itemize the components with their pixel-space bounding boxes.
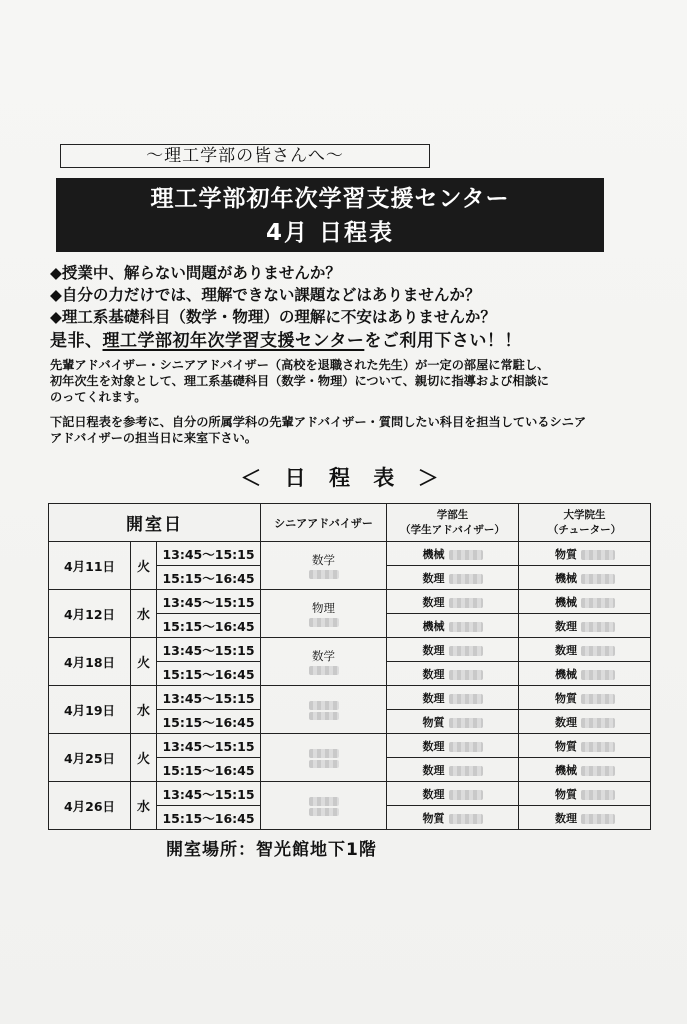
senior-subject: 物理 bbox=[312, 600, 336, 615]
header-grad bbox=[519, 504, 651, 542]
grad-tutor-cell bbox=[519, 782, 651, 806]
undergrad-advisor-cell bbox=[387, 614, 519, 638]
callout-line bbox=[50, 326, 522, 351]
redacted-name bbox=[581, 718, 615, 728]
bullet-item: ◆授業中、解らない問題がありませんか？ bbox=[50, 264, 341, 282]
undergrad-advisor-cell bbox=[387, 566, 519, 590]
department-label: 数理 bbox=[422, 763, 445, 777]
grad-tutor-cell bbox=[519, 590, 651, 614]
department-label: 機械 bbox=[555, 667, 578, 681]
redacted-name bbox=[449, 574, 483, 584]
redacted-name bbox=[581, 670, 615, 680]
time-cell: 15:15～16:45 bbox=[157, 614, 261, 638]
redacted-name bbox=[581, 766, 615, 776]
undergrad-advisor-cell bbox=[387, 758, 519, 782]
instruction-paragraph bbox=[50, 414, 650, 446]
redacted-name bbox=[581, 742, 615, 752]
weekday-cell: 水 bbox=[131, 590, 157, 638]
table-row bbox=[49, 782, 651, 806]
grad-tutor-cell bbox=[519, 734, 651, 758]
paragraph-line: のってくれます。 bbox=[50, 390, 147, 404]
department-label: 数理 bbox=[555, 619, 578, 633]
redacted-name bbox=[581, 694, 615, 704]
greeting-box: ～理工学部の皆さんへ～ bbox=[60, 144, 430, 168]
redacted-name bbox=[309, 797, 339, 806]
undergrad-advisor-cell bbox=[387, 710, 519, 734]
callout-prefix: 是非、 bbox=[50, 331, 103, 351]
grad-tutor-cell bbox=[519, 806, 651, 830]
bullet-item: ◆理工系基礎科目（数学・物理）の理解に不安はありませんか？ bbox=[50, 308, 496, 326]
time-cell: 13:45～15:15 bbox=[157, 734, 261, 758]
senior-advisor-cell bbox=[261, 542, 387, 590]
redacted-name bbox=[449, 550, 483, 560]
date-cell: 4月12日 bbox=[49, 590, 131, 638]
redacted-name bbox=[449, 622, 483, 632]
location-text: 開室場所：智光館地下1階 bbox=[166, 840, 377, 860]
date-cell: 4月19日 bbox=[49, 686, 131, 734]
redacted-name bbox=[581, 550, 615, 560]
redacted-name bbox=[449, 670, 483, 680]
department-label: 数理 bbox=[422, 595, 445, 609]
banner-subtitle: 4月 日程表 bbox=[265, 220, 394, 246]
undergrad-advisor-cell bbox=[387, 806, 519, 830]
department-label: 物質 bbox=[422, 715, 445, 729]
weekday-cell: 火 bbox=[131, 638, 157, 686]
department-label: 機械 bbox=[422, 619, 445, 633]
grad-tutor-cell bbox=[519, 662, 651, 686]
time-cell: 15:15～16:45 bbox=[157, 566, 261, 590]
undergrad-advisor-cell bbox=[387, 734, 519, 758]
senior-advisor-cell bbox=[261, 734, 387, 782]
grad-tutor-cell bbox=[519, 758, 651, 782]
header-grad-line1: 大学院生 bbox=[563, 508, 606, 521]
redacted-name bbox=[581, 574, 615, 584]
department-label: 数理 bbox=[422, 739, 445, 753]
header-undergrad-line2: （学生アドバイザー） bbox=[400, 523, 505, 536]
undergrad-advisor-cell bbox=[387, 662, 519, 686]
redacted-name bbox=[309, 666, 339, 675]
department-label: 数理 bbox=[422, 787, 445, 801]
paragraph-line: アドバイザーの担当日に来室下さい。 bbox=[50, 431, 257, 445]
schedule-table bbox=[48, 503, 651, 830]
weekday-cell: 火 bbox=[131, 542, 157, 590]
time-cell: 13:45～15:15 bbox=[157, 686, 261, 710]
header-grad-line2: （チューター） bbox=[547, 523, 622, 536]
time-cell: 13:45～15:15 bbox=[157, 638, 261, 662]
date-cell: 4月11日 bbox=[49, 542, 131, 590]
callout-suffix: をご利用下さい！！ bbox=[364, 331, 522, 351]
paragraph-line: 先輩アドバイザー・シニアアドバイザー（高校を退職された先生）が一定の部屋に常駐し、 bbox=[50, 358, 550, 372]
redacted-name bbox=[449, 646, 483, 656]
senior-advisor-cell bbox=[261, 782, 387, 830]
paragraph-line: 初年次生を対象として、理工系基礎科目（数学・物理）について、親切に指導および相談に bbox=[50, 374, 549, 388]
grad-tutor-cell bbox=[519, 614, 651, 638]
department-label: 機械 bbox=[555, 571, 578, 585]
senior-subject: 数学 bbox=[312, 552, 336, 567]
department-label: 数理 bbox=[422, 667, 445, 681]
redacted-name bbox=[449, 790, 483, 800]
time-cell: 15:15～16:45 bbox=[157, 758, 261, 782]
undergrad-advisor-cell bbox=[387, 686, 519, 710]
time-cell: 15:15～16:45 bbox=[157, 710, 261, 734]
weekday-cell: 水 bbox=[131, 686, 157, 734]
department-label: 物質 bbox=[422, 811, 445, 825]
header-undergrad-line1: 学部生 bbox=[436, 508, 469, 521]
department-label: 数理 bbox=[422, 643, 445, 657]
grad-tutor-cell bbox=[519, 638, 651, 662]
grad-tutor-cell bbox=[519, 566, 651, 590]
redacted-name bbox=[309, 618, 339, 627]
bullet-item: ◆自分の力だけでは、理解できない課題などはありませんか？ bbox=[50, 286, 481, 304]
redacted-name bbox=[449, 742, 483, 752]
department-label: 機械 bbox=[555, 763, 578, 777]
header-open-day: 開室日 bbox=[49, 504, 261, 542]
callout-emphasis: 理工学部初年次学習支援センター bbox=[102, 331, 365, 351]
department-label: 物質 bbox=[555, 739, 578, 753]
department-label: 数理 bbox=[422, 691, 445, 705]
date-cell: 4月25日 bbox=[49, 734, 131, 782]
redacted-name bbox=[581, 598, 615, 608]
redacted-name bbox=[449, 814, 483, 824]
undergrad-advisor-cell bbox=[387, 542, 519, 566]
redacted-name bbox=[309, 570, 339, 579]
redacted-name bbox=[581, 622, 615, 632]
redacted-name bbox=[309, 701, 339, 710]
grad-tutor-cell bbox=[519, 686, 651, 710]
grad-tutor-cell bbox=[519, 542, 651, 566]
time-cell: 13:45～15:15 bbox=[157, 542, 261, 566]
redacted-name bbox=[449, 766, 483, 776]
description-paragraph bbox=[50, 357, 650, 405]
table-row bbox=[49, 734, 651, 758]
department-label: 物質 bbox=[555, 691, 578, 705]
banner-title: 理工学部初年次学習支援センター bbox=[150, 186, 510, 212]
table-row bbox=[49, 590, 651, 614]
header-senior-advisor: シニアアドバイザー bbox=[261, 504, 387, 542]
time-cell: 13:45～15:15 bbox=[157, 782, 261, 806]
redacted-name bbox=[449, 718, 483, 728]
grad-tutor-cell bbox=[519, 710, 651, 734]
department-label: 数理 bbox=[422, 571, 445, 585]
date-cell: 4月18日 bbox=[49, 638, 131, 686]
time-cell: 15:15～16:45 bbox=[157, 806, 261, 830]
department-label: 物質 bbox=[555, 787, 578, 801]
header-undergrad bbox=[387, 504, 519, 542]
table-row bbox=[49, 686, 651, 710]
undergrad-advisor-cell bbox=[387, 782, 519, 806]
table-row bbox=[49, 542, 651, 566]
table-row bbox=[49, 638, 651, 662]
date-cell: 4月26日 bbox=[49, 782, 131, 830]
redacted-name bbox=[581, 646, 615, 656]
question-bullets bbox=[50, 262, 670, 328]
redacted-name bbox=[309, 808, 339, 816]
time-cell: 13:45～15:15 bbox=[157, 590, 261, 614]
senior-subject: 数学 bbox=[312, 648, 336, 663]
table-header-row bbox=[49, 504, 651, 542]
redacted-name bbox=[449, 598, 483, 608]
redacted-name bbox=[581, 814, 615, 824]
redacted-name bbox=[309, 749, 339, 758]
time-cell: 15:15～16:45 bbox=[157, 662, 261, 686]
department-label: 数理 bbox=[555, 715, 578, 729]
department-label: 物質 bbox=[555, 547, 578, 561]
department-label: 機械 bbox=[555, 595, 578, 609]
redacted-name bbox=[309, 760, 339, 768]
senior-advisor-cell bbox=[261, 638, 387, 686]
department-label: 数理 bbox=[555, 643, 578, 657]
undergrad-advisor-cell bbox=[387, 638, 519, 662]
department-label: 機械 bbox=[422, 547, 445, 561]
department-label: 数理 bbox=[555, 811, 578, 825]
redacted-name bbox=[581, 790, 615, 800]
senior-advisor-cell bbox=[261, 686, 387, 734]
title-banner bbox=[56, 178, 604, 252]
paragraph-line: 下記日程表を参考に、自分の所属学科の先輩アドバイザー・質問したい科目を担当しているシニア bbox=[50, 415, 587, 429]
redacted-name bbox=[309, 712, 339, 720]
weekday-cell: 水 bbox=[131, 782, 157, 830]
weekday-cell: 火 bbox=[131, 734, 157, 782]
undergrad-advisor-cell bbox=[387, 590, 519, 614]
schedule-title: ＜ 日 程 表 ＞ bbox=[240, 466, 447, 490]
redacted-name bbox=[449, 694, 483, 704]
senior-advisor-cell bbox=[261, 590, 387, 638]
